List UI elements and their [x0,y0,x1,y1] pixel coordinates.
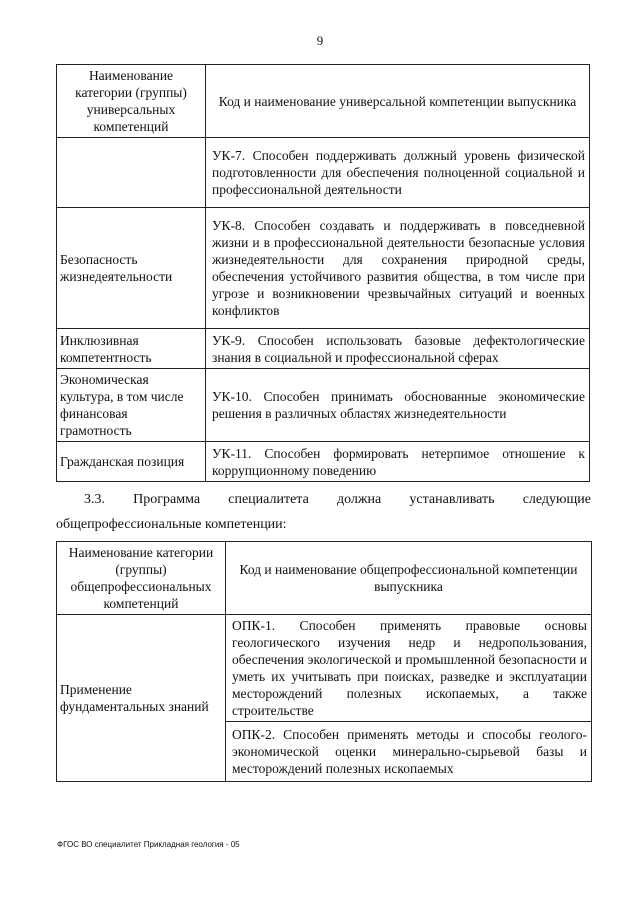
page-number: 9 [316,33,324,48]
header-competence: Код и наименование общепрофессиональной компетенции выпускника [226,542,592,615]
competence-cell: УК-11. Способен формировать нетерпимое отношение к коррупционному поведению [206,442,590,482]
header-category: Наименование категории (группы) общепрофессиональных компетенций [57,542,226,615]
category-cell: Экономическая культура, в том числе финансовая грамотность [57,369,206,442]
category-cell: Безопасность жизнедеятельности [57,208,206,329]
table-row [57,369,590,442]
table-row [57,442,590,482]
table-header-row [57,542,592,615]
table-row [57,208,590,329]
universal-competences-table [56,64,590,482]
competence-cell: УК-8. Способен создавать и поддерживать в повседневной жизни и в профессиональной деятельности безопасные условия жизнедеятельности для сохранения природной среды, обеспечения устойчивого развития общества, в том числе при угрозе и возникновении чрезвычайных ситуаций и военных конфликтов [206,208,590,329]
table-row [57,138,590,208]
competence-cell: УК-7. Способен поддерживать должный уровень физической подготовленности для обеспечения полноценной социальной и профессиональной деятельности [206,138,590,208]
category-cell: Инклюзивная компетентность [57,329,206,369]
table-row [57,615,592,722]
category-cell [57,138,206,208]
general-professional-competences-table [56,541,592,782]
category-cell: Применение фундаментальных знаний [57,615,226,782]
table-row [57,329,590,369]
footer-text: ФГОС ВО специалитет Прикладная геология - 05 [57,840,240,849]
table-header-row [57,65,590,138]
category-cell: Гражданская позиция [57,442,206,482]
header-category: Наименование категории (группы) универсальных компетенций [57,65,206,138]
competence-cell: УК-9. Способен использовать базовые дефектологические знания в социальной и профессиональной сферах [206,329,590,369]
paragraph-line-2: общепрофессиональные компетенции: [56,517,287,532]
competence-cell: ОПК-2. Способен применять методы и способы геолого-экономической оценки минерально-сырьевой базы и месторождений полезных ископаемых [226,722,592,782]
header-competence: Код и наименование универсальной компетенции выпускника [206,65,590,138]
competence-cell: УК-10. Способен принимать обоснованные экономические решения в различных областях жизнедеятельности [206,369,590,442]
competence-cell: ОПК-1. Способен применять правовые основы геологического изучения недр и недропользования, обеспечения экологической и промышленной безопасности и уметь их учитывать при поисках, разведке и эксплуатации месторождений полезных ископаемых, а также строительстве [226,615,592,722]
paragraph-line-1: 3.3. Программа специалитета должна устанавливать следующие [84,492,591,507]
